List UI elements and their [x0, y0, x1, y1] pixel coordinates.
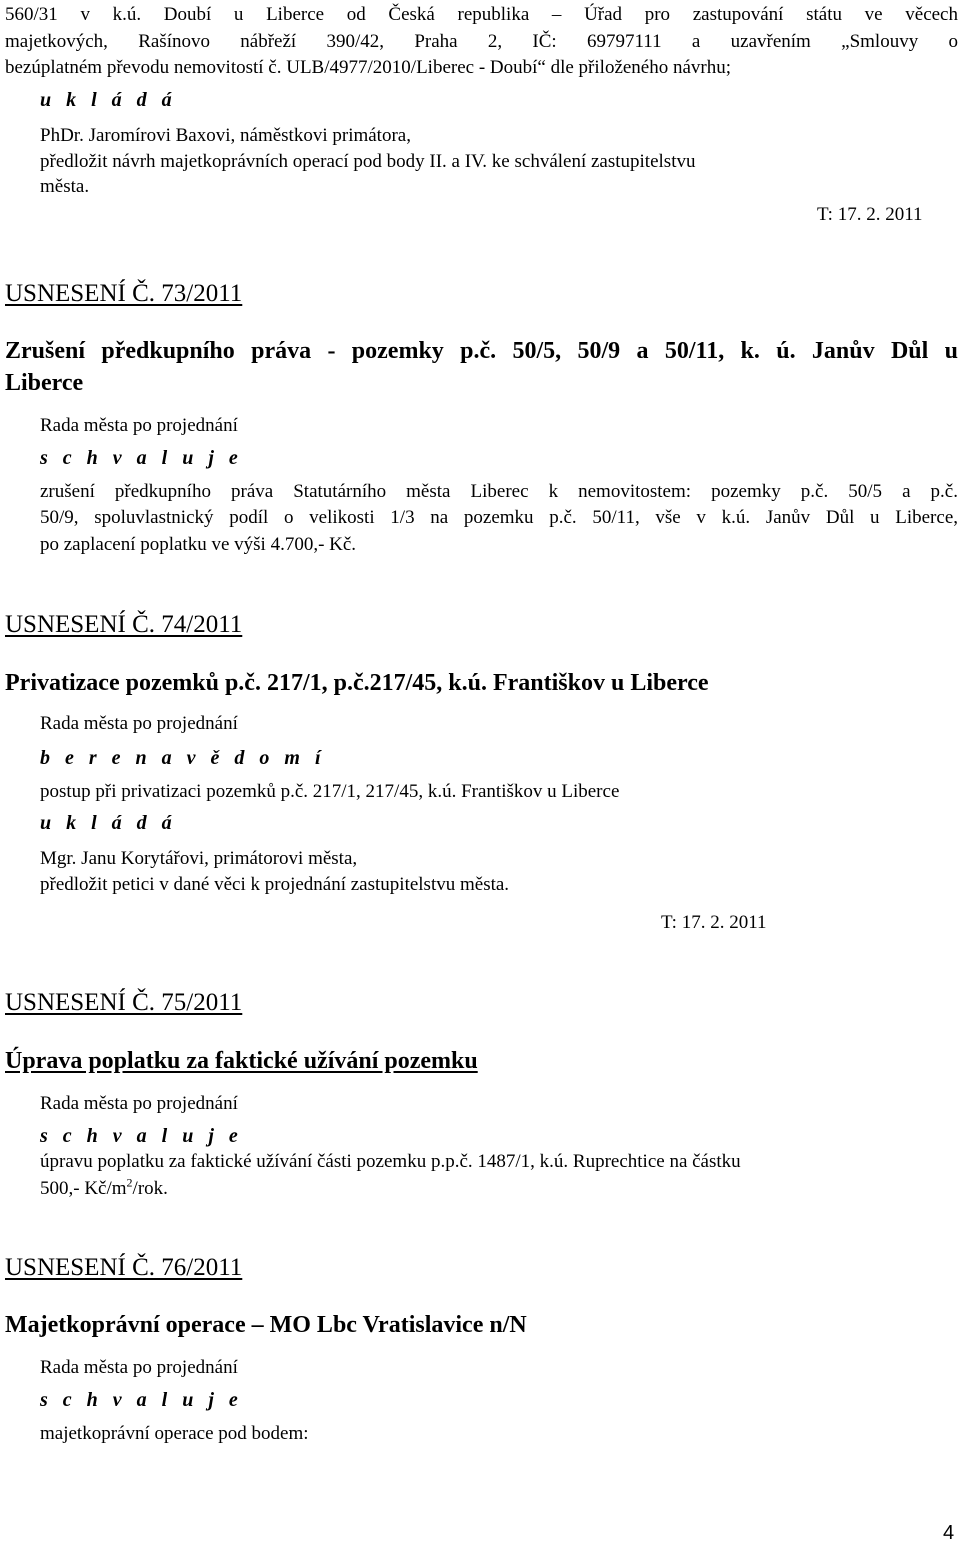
resolution-title-73-line-1: Zrušení předkupního práva - pozemky p.č. 50/5, 50/9 a 50/11, k. ú. Janův Důl u	[5, 338, 958, 364]
task-line: předložit petici v dané věci k projednání zastupitelstvu města.	[40, 874, 510, 895]
resolution-heading-74: USNESENÍ Č. 74/2011	[5, 611, 243, 638]
resolution-title-73-line-2: Liberce	[5, 370, 84, 396]
keyword-schvaluje: s c h v a l u j e	[40, 447, 243, 469]
body-line: postup při privatizaci pozemků p.č. 217/1, 217/45, k.ú. Františkov u Liberce	[40, 781, 620, 802]
task-line-2: města.	[40, 176, 90, 197]
body-line-2: 50/9, spoluvlastnický podíl o velikosti 1/3 na pozemku p.č. 50/11, vše v k.ú. Janův Důl u Liberce,	[40, 507, 958, 528]
resolution-heading-73: USNESENÍ Č. 73/2011	[5, 280, 243, 307]
body-line-1: zrušení předkupního práva Statutárního města Liberec k nemovitostem: pozemky p.č. 50/5 a p.č.	[40, 481, 958, 502]
task-line-1: předložit návrh majetkoprávních operací pod body II. a IV. ke schválení zastupitelstvu	[40, 151, 696, 172]
body-line: majetkoprávní operace pod bodem:	[40, 1423, 309, 1444]
rada-label: Rada města po projednání	[40, 1357, 238, 1378]
resolution-heading-76: USNESENÍ Č. 76/2011	[5, 1254, 243, 1281]
keyword-uklada: u k l á d á	[40, 89, 177, 111]
rada-label: Rada města po projednání	[40, 1093, 238, 1114]
assignee: PhDr. Jaromírovi Baxovi, náměstkovi primátora,	[40, 125, 411, 146]
keyword-schvaluje: s c h v a l u j e	[40, 1389, 243, 1411]
body-line-1: úpravu poplatku za faktické užívání části pozemku p.p.č. 1487/1, k.ú. Ruprechtice na částku	[40, 1151, 741, 1172]
page-number: 4	[943, 1522, 955, 1544]
resolution-title-76: Majetkoprávní operace – MO Lbc Vratislavice n/N	[5, 1312, 527, 1338]
rada-label: Rada města po projednání	[40, 415, 238, 436]
superscript-2: 2	[126, 1175, 133, 1190]
resolution-title-74: Privatizace pozemků p.č. 217/1, p.č.217/45, k.ú. Františkov u Liberce	[5, 670, 709, 696]
deadline: T: 17. 2. 2011	[661, 912, 767, 933]
body-line-3: po zaplacení poplatku ve výši 4.700,- Kč.	[40, 534, 357, 555]
keyword-uklada: u k l á d á	[40, 812, 177, 834]
deadline: T: 17. 2. 2011	[817, 204, 923, 225]
intro-line-1: 560/31 v k.ú. Doubí u Liberce od Česká republika – Úřad pro zastupování státu ve věcech	[5, 4, 958, 25]
resolution-heading-75: USNESENÍ Č. 75/2011	[5, 989, 243, 1016]
resolution-title-75: Úprava poplatku za faktické užívání pozemku	[5, 1048, 478, 1074]
body-line-2-text: 500,- Kč/m	[40, 1178, 127, 1199]
rada-label: Rada města po projednání	[40, 713, 238, 734]
body-line-2	[40, 1177, 168, 1201]
keyword-bere-na-vedomi: b e r e n a v ě d o m í	[40, 747, 326, 769]
assignee: Mgr. Janu Korytářovi, primátorovi města,	[40, 848, 358, 869]
intro-line-2: majetkových, Rašínovo nábřeží 390/42, Praha 2, IČ: 69797111 a uzavřením „Smlouvy o	[5, 31, 958, 52]
intro-line-3: bezúplatném převodu nemovitostí č. ULB/4977/2010/Liberec - Doubí“ dle přiloženého návrhu;	[5, 57, 732, 78]
keyword-schvaluje: s c h v a l u j e	[40, 1125, 243, 1147]
body-line-2-suffix: /rok.	[132, 1178, 168, 1199]
